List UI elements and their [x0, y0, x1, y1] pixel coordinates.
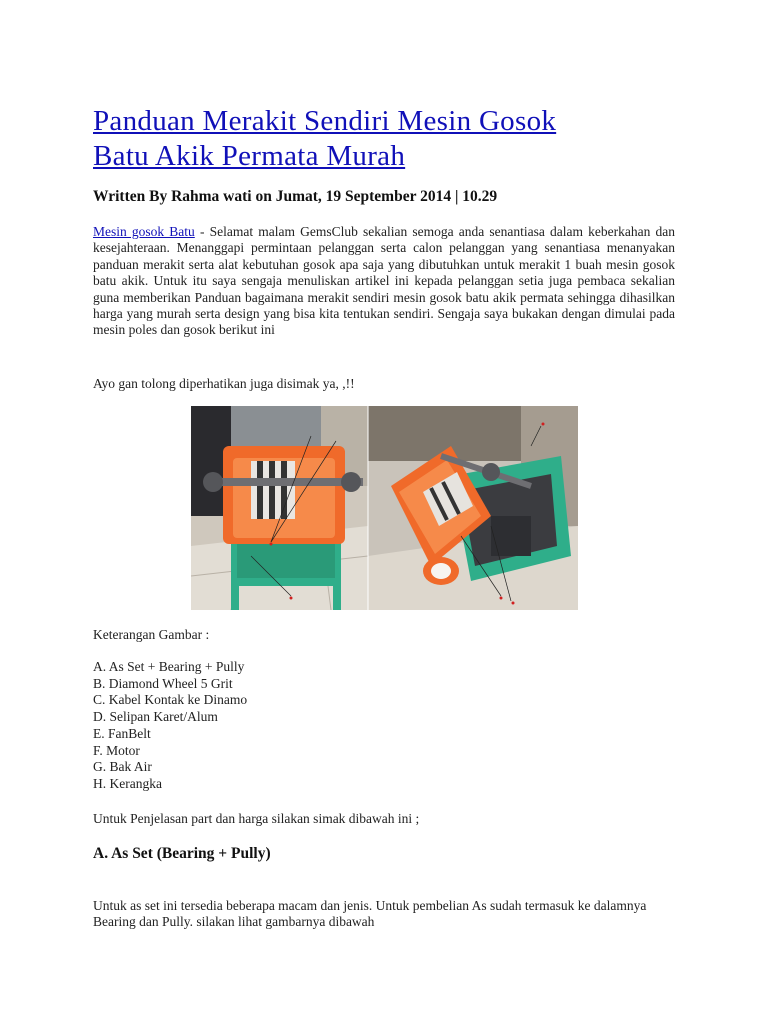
section-a-text: Untuk as set ini tersedia beberapa macam dan jenis. Untuk pembelian As sudah termasuk ke dalamnya Bearing dan Pully. silakan lihat gambarnya dibawah [93, 898, 647, 930]
caption-heading: Keterangan Gambar : [93, 627, 210, 642]
intro-text: - Selamat malam GemsClub sekalian semoga anda senantiasa dalam keberkahan dan kesejahteraan. Menanggapi permintaan pelanggan serta calon pelanggan yang senantiasa menanyakan panduan merakit serta alat kebutuhan gosok apa saja yang dibutuhkan untuk merakit 1 buah mesin gosok batu akik. Untuk itu saya sengaja menuliskan artikel ini kepada pelanggan setia juga pembaca sekalian guna memberikan Panduan bagaimana merakit sendiri mesin gosok batu akik permata sehingga dihasilkan harga yang murah serta design yang bisa kita tentukan sendiri. Sengaja saya bukakan dengan dimulai pada mesin poles dan gosok berikut ini [93, 224, 675, 338]
title-line-2[interactable]: Batu Akik Permata Murah [93, 140, 406, 172]
intro-paragraph [93, 224, 675, 339]
list-item: A. As Set + Bearing + Pully [93, 659, 245, 674]
intro-link[interactable]: Mesin gosok Batu [93, 224, 195, 239]
list-item: H. Kerangka [93, 775, 162, 791]
parts-list [93, 659, 247, 793]
callout-text: Ayo gan tolong diperhatikan juga disimak ya, ,!! [93, 376, 355, 391]
list-item: B. Diamond Wheel 5 Grit [93, 675, 233, 691]
section-a-heading: A. As Set (Bearing + Pully) [93, 845, 271, 862]
article-byline: Written By Rahma wati on Jumat, 19 September 2014 | 10.29 [93, 188, 498, 205]
list-item: C. Kabel Kontak ke Dinamo [93, 692, 248, 708]
machine-photo [191, 406, 578, 610]
article-title-link[interactable] [93, 104, 693, 174]
list-item: F. Motor [93, 742, 140, 758]
list-item: E. FanBelt [93, 725, 151, 741]
list-item: D. Selipan Karet/Alum [93, 709, 218, 725]
list-item: G. Bak Air [93, 759, 152, 775]
parts-note: Untuk Penjelasan part dan harga silakan simak dibawah ini ; [93, 811, 420, 826]
title-line-1[interactable]: Panduan Merakit Sendiri Mesin Gosok [93, 105, 557, 137]
